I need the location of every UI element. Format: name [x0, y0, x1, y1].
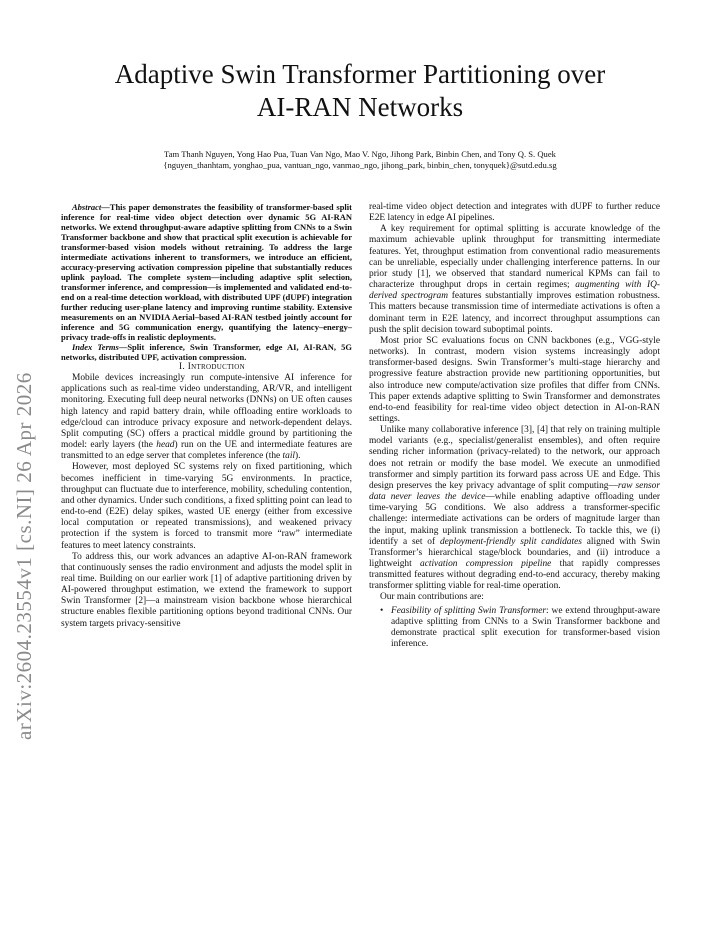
- text-span: that rapidly compresses transmitted features without degrading end-to-end accuracy, thereby making transformer splitting viable for real-time operation.: [369, 559, 660, 592]
- emphasis-split-candidates: deployment-friendly split candidates: [439, 536, 582, 547]
- intro-paragraph-1: [61, 373, 352, 462]
- right-column: [369, 202, 660, 650]
- intro-paragraph-7: Our main contributions are:: [380, 592, 484, 603]
- text-span: ).: [295, 451, 301, 462]
- title-line-2: AI-RAN Networks: [256, 92, 464, 122]
- text-span: A key requirement for optimal splitting is accurate knowledge of the maximum achievable uplink throughput for transmitting intermediate features. Yet, throughput estimation from conventional radio measurements can be unreliable, especially under challenging interference patterns. In our prior study [1], we observed that standard numerical KPMs can fail to characterize throughput drops in certain regimes;: [369, 224, 660, 291]
- abstract-lead: Abstract: [72, 202, 102, 212]
- emphasis-head: head: [156, 440, 175, 451]
- intro-paragraph-3-cont: real-time video object detection and integrates with dUPF to further reduce E2E latency in edge AI pipelines.: [369, 202, 660, 224]
- text-span: aligned with Swin Transformer’s hierarchical stage/block boundaries, and (ii) introduce a lightweight: [369, 536, 661, 569]
- index-terms-text: —Split inference, Swin Transformer, edge AI, AI-RAN, 5G networks, distributed UPF, activation compression.: [61, 342, 352, 362]
- text-span: Unlike many collaborative inference [3], [4] that rely on training multiple model variants (e.g., specialist/generalist ensembles), and often require sending richer information (privacy-related) to the network, our approach does not retrain or modify the base model. We execute an unmodified transformer and simply partition its forward pass across UE and Edge. This design preserves the key privacy advantage of split computing—: [369, 425, 660, 491]
- arxiv-identifier: arXiv:2604.23554v1 [cs.NI] 26 Apr 2026: [12, 372, 36, 740]
- emphasis-tail: tail: [282, 451, 296, 462]
- author-names: Tam Thanh Nguyen, Yong Hao Pua, Tuan Van Ngo, Mao V. Ngo, Jihong Park, Binbin Chen, and Tony Q. S. Quek: [164, 149, 556, 159]
- intro-paragraph-4: [369, 224, 660, 336]
- emphasis-raw-data: raw sensor data never leaves the device: [369, 480, 660, 503]
- author-emails: {nguyen_thanhtam, yonghao_pua, vantuan_ngo, vanmao_ngo, jihong_park, binbin_chen, tonyquek}@sutd.edu.sg: [163, 160, 557, 170]
- section-heading-introduction: I. Introduction: [179, 362, 245, 372]
- bullet-icon: •: [380, 605, 384, 616]
- index-terms: [61, 342, 352, 362]
- emphasis-feasibility: Feasibility of splitting Swin Transformer: [391, 605, 547, 616]
- intro-paragraph-2: However, most deployed SC systems rely on fixed partitioning, which becomes inefficient in time-varying 5G environments. In practice, throughput can fluctuate due to interference, mobility, scheduling contention, and other dynamics. Under such conditions, a fixed splitting point can lead to end-to-end (E2E) delay spikes, wasted UE energy (either from excessive local computation or repeated transmissions), and weakened privacy protection if the system is forced to transmit more “raw” intermediate features to meet latency constraints.: [61, 462, 352, 551]
- emphasis-spectrogram: augmenting with IQ-derived spectrogram: [369, 280, 660, 302]
- text-span: Mobile devices increasingly run compute-intensive AI inference for applications such as real-time video understanding, AR/VR, and intelligent monitoring. Executing full deep neural networks (DNNs) on UE often causes high latency and rapid battery drain, while offloading entire workloads to edge/cloud can introduce privacy exposure and network-dependent delays. Split computing (SC) offers a practical middle ground by partitioning the model: early layers (the: [61, 373, 352, 451]
- emphasis-compression: activation compression pipeline: [420, 559, 552, 569]
- intro-paragraph-3: To address this, our work advances an adaptive AI-on-RAN framework that continuously senses the radio environment and adjusts the model split in real time. Building on our earlier work [1] of adaptive partitioning driven by AI-powered throughput estimation, we extend the framework to support Swin Transformer [2]—a mainstream vision backbone whose hierarchical structure enables flexible partitioning options beyond traditional CNNs. Our system targets privacy-sensitive: [61, 551, 352, 629]
- intro-paragraph-5: Most prior SC evaluations focus on CNN backbones (e.g., VGG-style networks). In contrast, modern vision systems increasingly adopt transformer-based designs. Swin Transformer’s multi-stage hierarchy and progressive feature abstraction provide new partitioning opportunities, but also introduce new compute/activation size profiles that differ from CNNs. This paper extends adaptive splitting to Swin Transformer and demonstrates end-to-end feasibility for real-time video object detection in AI-on-RAN settings.: [369, 335, 660, 424]
- text-span: features substantially improves estimation robustness. This matters because transmission time of intermediate activations is often a dominant term in E2E latency, and incorrect throughput assumptions can push the split decision toward suboptimal points.: [369, 291, 661, 335]
- text-span: : we extend throughput-aware adaptive splitting from CNNs to a Swin Transformer backbone and demonstrate practical split execution for transformer-based vision inference.: [391, 605, 661, 650]
- contributions-list: [369, 606, 660, 651]
- paper-title: [60, 58, 660, 124]
- left-column: [61, 202, 352, 630]
- abstract-text: —This paper demonstrates the feasibility of transformer-based split inference for real-time video object detection over dynamic 5G AI-RAN networks. We extend throughput-aware adaptive splitting from CNNs to a Swin Transformer backbone and show that practical split execution is achievable for transformer-based vision models without retraining. To address the large intermediate activations inherent to transformers, we introduce an efficient, accuracy-preserving activation compression pipeline that substantially reduces uplink payload. The complete system—including adaptive split selection, transformer inference, and compression—is implemented and validated end-to-end on a real-time detection workload, with distributed UPF (dUPF) integration further reducing user-plane latency and improving runtime stability. Extensive measurements on an NVIDIA Aerial–based AI-RAN testbed jointly account for inference and 5G communication energy, quantifying the latency–energy–privacy trade-offs in realistic deployments.: [61, 202, 352, 342]
- abstract: [61, 202, 352, 342]
- author-block: [60, 149, 660, 171]
- intro-paragraph-6: [369, 425, 660, 592]
- index-terms-lead: Index Terms: [72, 342, 119, 352]
- list-item: [369, 606, 660, 651]
- title-line-1: Adaptive Swin Transformer Partitioning over: [114, 59, 606, 89]
- text-span: ) run on the UE and intermediate features are transmitted to an edge server that completes inference (the: [61, 440, 352, 462]
- text-span: —while enabling adaptive offloading under time-varying 5G conditions. We also address a transformer-specific challenge: intermediate activations can be orders of magnitude larger than the input, making uplink transmission a bottleneck. To tackle this, we (i) identify a set of: [369, 492, 660, 547]
